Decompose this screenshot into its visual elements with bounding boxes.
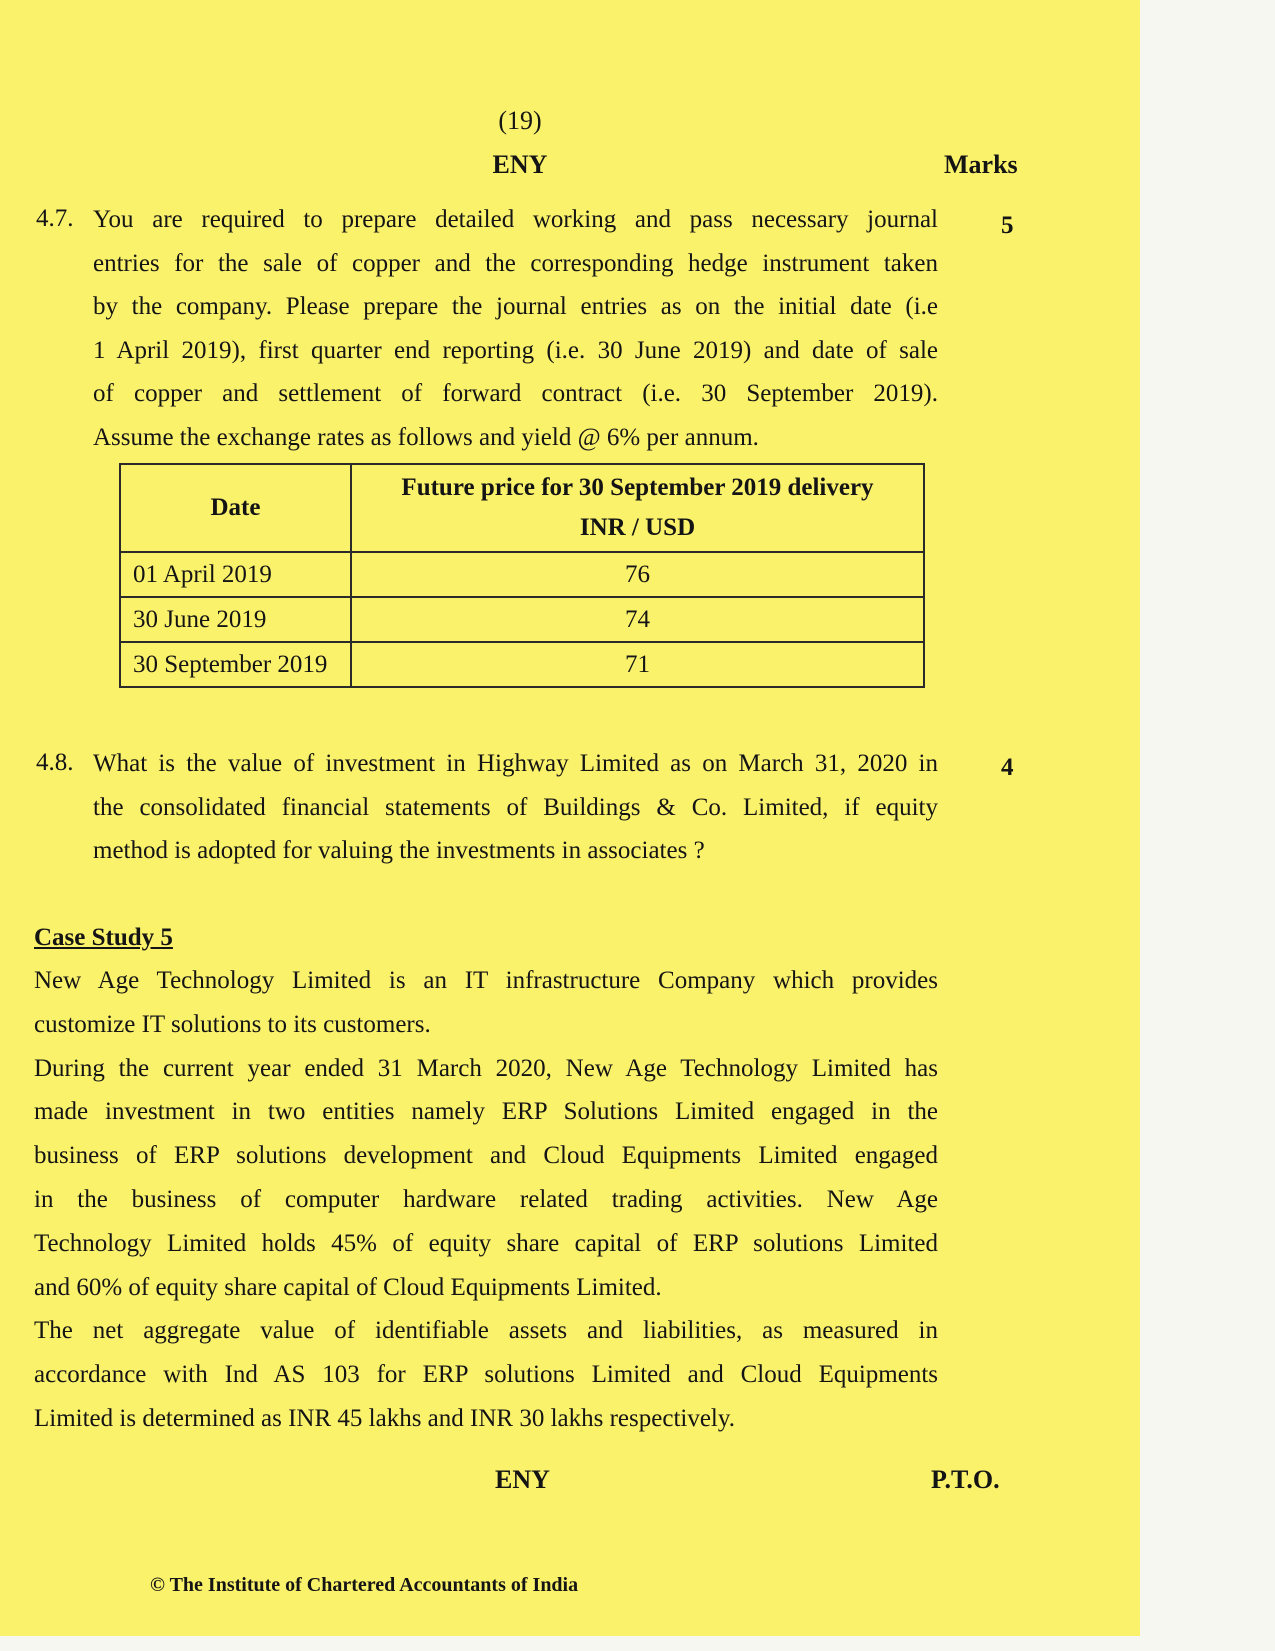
text-line: in the business of computer hardware related trading activities. New Age (34, 1185, 938, 1213)
text-line: method is adopted for valuing the investments in associates ? (93, 837, 705, 864)
text-line: of copper and settlement of forward contract (i.e. 30 September 2019). (93, 380, 938, 407)
price-cell: 74 (351, 597, 924, 642)
text-line: made investment in two entities namely ERP Solutions Limited engaged in the (34, 1098, 938, 1126)
question-number-4-8: 4.8. (36, 749, 74, 776)
table-row (120, 552, 924, 597)
text-line: The net aggregate value of identifiable assets and liabilities, as measured in (34, 1317, 938, 1345)
text-line: During the current year ended 31 March 2020, New Age Technology Limited has (34, 1054, 938, 1082)
table-row (120, 597, 924, 642)
paper-code-footer: ENY (495, 1465, 550, 1494)
price-cell: 71 (351, 642, 924, 687)
text-line: entries for the sale of copper and the corresponding hedge instrument taken (93, 249, 938, 277)
future-price-column-header (351, 464, 924, 552)
date-column-header: Date (120, 464, 351, 552)
copyright-notice: © The Institute of Chartered Accountants of India (150, 1574, 579, 1596)
question-number-4-7: 4.7. (36, 205, 74, 232)
question-4-8-text (93, 742, 938, 873)
table-header-row (120, 464, 924, 552)
text-line: 1 April 2019), first quarter end reporting (i.e. 30 June 2019) and date of sale (93, 336, 938, 364)
case-study-heading: Case Study 5 (34, 924, 173, 951)
text-line: and 60% of equity share capital of Cloud Equipments Limited. (34, 1273, 662, 1301)
text-line: business of ERP solutions development and Cloud Equipments Limited engaged (34, 1142, 938, 1170)
text-line: by the company. Please prepare the journal entries as on the initial date (i.e (93, 293, 938, 320)
text-line: You are required to prepare detailed working and pass necessary journal (93, 206, 938, 233)
price-cell: 76 (351, 552, 924, 597)
date-cell: 01 April 2019 (120, 552, 351, 597)
text-line: accordance with Ind AS 103 for ERP solutions Limited and Cloud Equipments (34, 1361, 938, 1389)
text-line: the consolidated financial statements of Buildings & Co. Limited, if equity (93, 793, 938, 821)
case-study-text (34, 959, 938, 1441)
date-cell: 30 June 2019 (120, 597, 351, 642)
future-price-unit: INR / USD (579, 514, 696, 541)
question-4-7-marks: 5 (1001, 212, 1014, 239)
page-number: (19) (498, 106, 542, 135)
table-row (120, 642, 924, 687)
please-turn-over: P.T.O. (931, 1465, 1000, 1494)
question-4-8-marks: 4 (1001, 754, 1014, 781)
text-line: What is the value of investment in Highway Limited as on March 31, 2020 in (93, 750, 938, 777)
date-cell: 30 September 2019 (120, 642, 351, 687)
text-line: customize IT solutions to its customers. (34, 1010, 431, 1038)
text-line: Assume the exchange rates as follows and yield @ 6% per annum. (93, 423, 759, 451)
future-price-header-line: Future price for 30 September 2019 delivery (401, 474, 874, 501)
marks-column-heading: Marks (944, 150, 1018, 179)
text-line: Limited is determined as INR 45 lakhs and INR 30 lakhs respectively. (34, 1404, 736, 1432)
question-4-7-text (93, 198, 938, 459)
paper-code-header: ENY (492, 150, 548, 179)
text-line: Technology Limited holds 45% of equity share capital of ERP solutions Limited (34, 1229, 938, 1257)
text-line: New Age Technology Limited is an IT infrastructure Company which provides (34, 967, 938, 994)
future-price-table (119, 463, 925, 688)
